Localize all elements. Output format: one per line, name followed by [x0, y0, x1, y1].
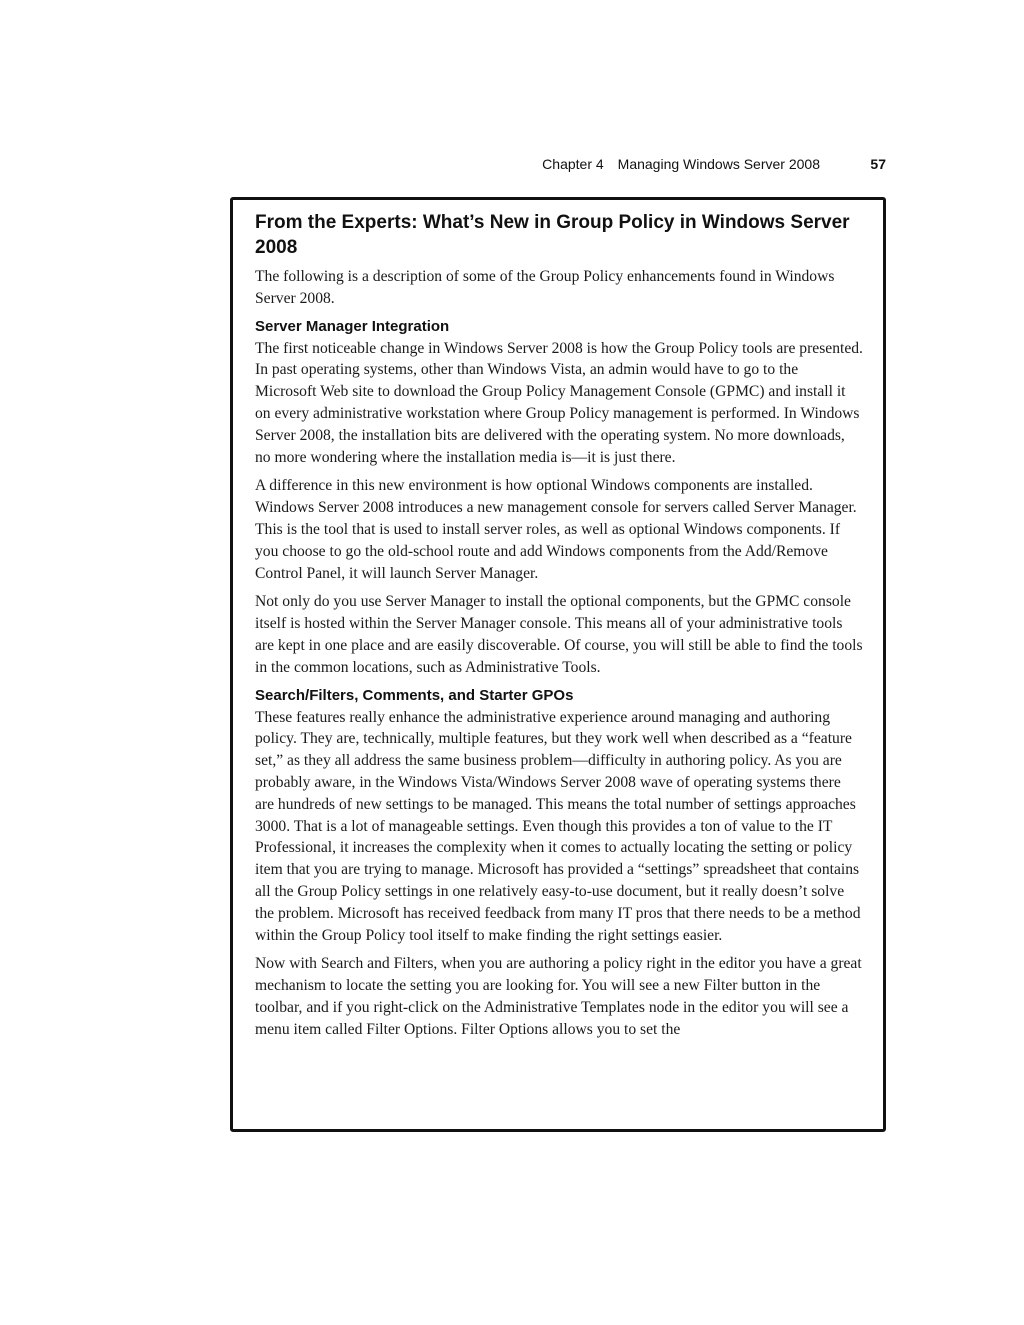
chapter-title: Managing Windows Server 2008: [617, 156, 820, 172]
body-paragraph: A difference in this new environment is how optional Windows components are installed. Windows Server 2008 introduces a new management console for servers called Server Manager. This is the tool that is used to install server roles, as well as optional Windows components. If you choose to go the old-school route and add Windows components from the Add/Remove Control Panel, it will launch Server Manager.: [255, 477, 857, 582]
sidebar-intro-paragraph: The following is a description of some of the Group Policy enhancements found in Windows Server 2008.: [255, 268, 835, 307]
chapter-label: Chapter 4: [542, 156, 604, 172]
page-number: 57: [870, 156, 886, 172]
running-head: [230, 156, 886, 176]
section-search-filters: [255, 686, 863, 1041]
section-heading: Server Manager Integration: [255, 317, 450, 335]
expert-sidebar-box: [230, 197, 886, 1132]
sidebar-title: From the Experts: What’s New in Group Policy in Windows Server 2008: [255, 212, 850, 258]
body-paragraph: These features really enhance the administrative experience around managing and authoring policy. They are, technically, multiple features, but they work well when described as a “feature set,” as they all address the same business problem—difficulty in authoring policy. As you are probably aware, in the Windows Vista/Windows Server 2008 wave of operating systems there are hundreds of new settings to be managed. This means the total number of settings approaches 3000. That is a lot of manageable settings. Even though this provides a ton of value to the IT Professional, it increases the complexity when it comes to actually locating the setting or policy item that you are trying to manage. Microsoft has provided a “settings” spreadsheet that contains all the Group Policy settings in one relatively easy-to-use document, but it really doesn’t solve the problem. Microsoft has received feedback from many IT pros that there needs to be a method within the Group Policy tool itself to make finding the right settings easier.: [255, 708, 861, 944]
body-paragraph: The first noticeable change in Windows Server 2008 is how the Group Policy tools are presented. In past operating systems, other than Windows Vista, an admin would have to go to the Microsoft Web site to download the Group Policy Management Console (GPMC) and install it on every administrative workstation where Group Policy management is performed. In Windows Server 2008, the installation bits are delivered with the operating system. No more downloads, no more wondering where the installation media is—it is just there.: [255, 339, 863, 466]
body-paragraph: Not only do you use Server Manager to install the optional components, but the GPMC console itself is hosted within the Server Manager console. This means all of your administrative tools are kept in one place and are easily discoverable. Of course, you will still be able to find the tools in the common locations, such as Administrative Tools.: [255, 593, 863, 676]
section-heading: Search/Filters, Comments, and Starter GPOs: [255, 686, 574, 704]
section-server-manager-integration: [255, 317, 863, 679]
body-paragraph: Now with Search and Filters, when you are authoring a policy right in the editor you have a great mechanism to locate the setting you are looking for. You will see a new Filter button in the toolbar, and if you right-click on the Administrative Templates node in the editor you will see a menu item called Filter Options. Filter Options allows you to set the: [255, 955, 862, 1038]
chapter-reference: [542, 156, 820, 172]
